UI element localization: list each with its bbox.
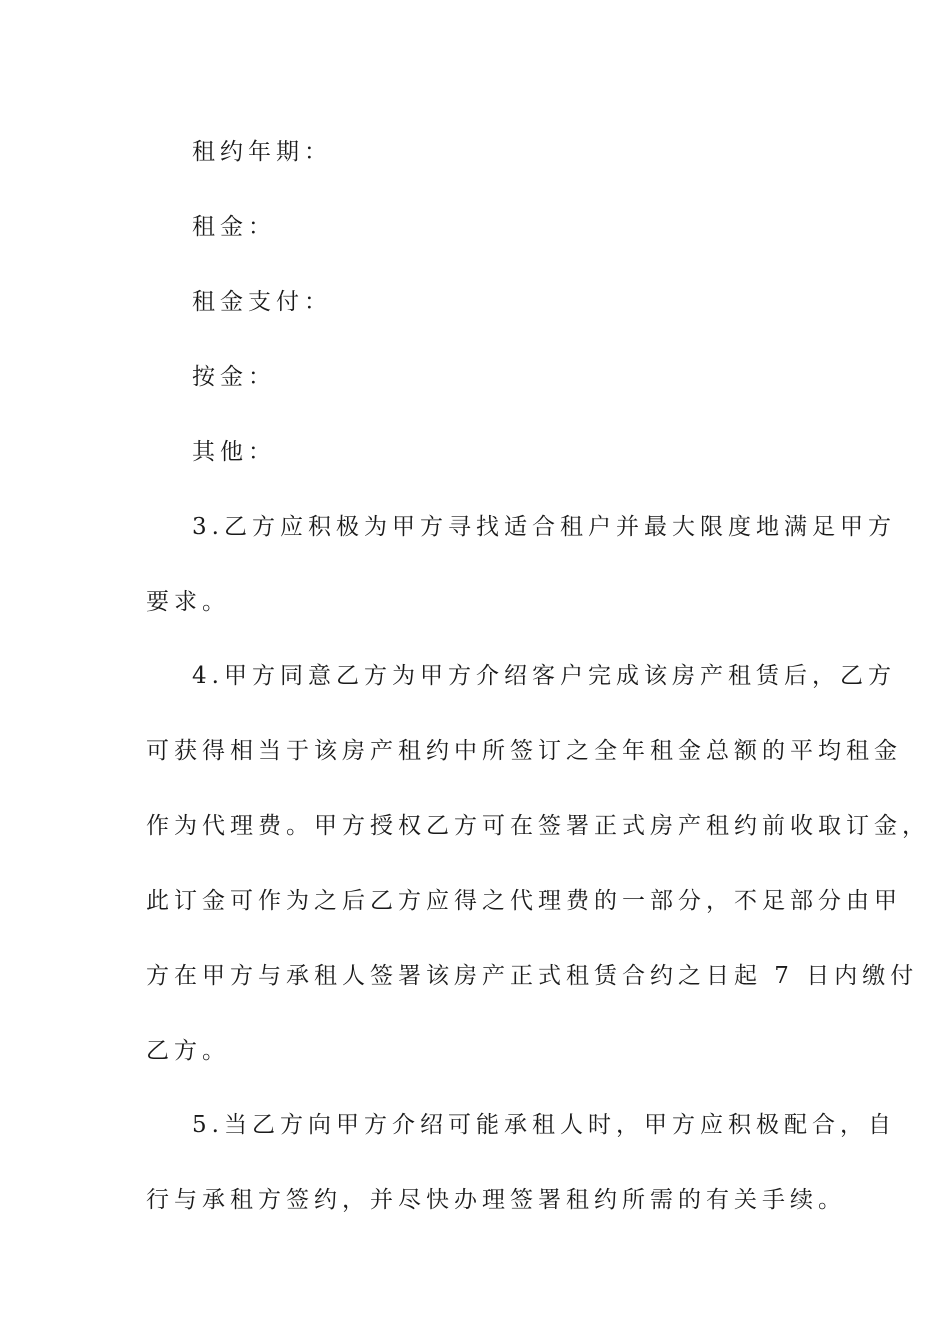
field-rent-payment: 租金支付： [192,289,332,315]
clause-4-line-3: 作为代理费。甲方授权乙方可在签署正式房产租约前收取订金， [146,813,930,839]
clause-4-line-6: 乙方。 [146,1038,230,1064]
clause-4-line-1: 4.甲方同意乙方为甲方介绍客户完成该房产租赁后，乙方 [192,663,896,689]
field-other: 其他： [192,439,276,465]
clause-4-line-4: 此订金可作为之后乙方应得之代理费的一部分，不足部分由甲 [146,888,902,914]
clause-4-line-2: 可获得相当于该房产租约中所签订之全年租金总额的平均租金 [146,738,902,764]
clause-4-line-5: 方在甲方与承租人签署该房产正式租赁合约之日起 7 日内缴付 [146,963,919,989]
clause-3-line-2: 要求。 [146,589,230,615]
clause-5-line-2: 行与承租方签约，并尽快办理签署租约所需的有关手续。 [146,1187,846,1213]
field-lease-term: 租约年期： [192,139,332,165]
clause-5-line-1: 5.当乙方向甲方介绍可能承租人时，甲方应积极配合，自 [192,1112,896,1138]
field-rent: 租金： [192,214,276,240]
clause-3-line-1: 3.乙方应积极为甲方寻找适合租户并最大限度地满足甲方 [192,514,896,540]
field-deposit: 按金： [192,364,276,390]
